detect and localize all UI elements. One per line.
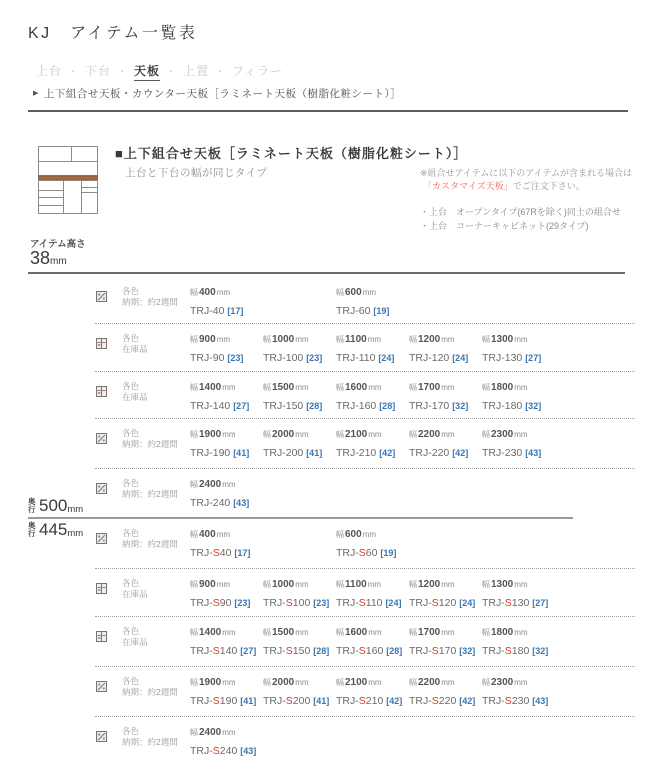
product-code: TRJ-S160 (336, 645, 384, 657)
availability-label: 在庫品 (122, 344, 148, 354)
note-bullets (420, 205, 645, 233)
page-ref-link[interactable]: [43] (240, 746, 257, 756)
item-height-unit: mm (50, 256, 67, 267)
width-label: 幅1900mm (190, 429, 236, 440)
page-ref-link[interactable]: [43] (233, 498, 250, 508)
tab-filler[interactable]: フィラー (232, 64, 284, 78)
page-ref-link[interactable]: [42] (386, 696, 403, 706)
customize-note (420, 167, 645, 192)
width-label: 幅2200mm (409, 429, 455, 440)
product-code: TRJ-S180 (482, 645, 530, 657)
page-ref-link[interactable]: [42] (379, 448, 396, 458)
width-label: 幅1500mm (263, 382, 309, 393)
width-label: 幅2400mm (190, 479, 236, 490)
availability-label: 納期：約2週間 (122, 687, 178, 697)
width-label: 幅1400mm (190, 382, 236, 393)
dotted-separator (95, 323, 635, 324)
availability-label: 在庫品 (122, 392, 148, 402)
page-ref-link[interactable]: [32] (525, 401, 542, 411)
in-stock-icon (96, 384, 107, 395)
availability-label: 納期：約2週間 (122, 297, 178, 307)
product-cell (336, 677, 412, 707)
product-cell (190, 382, 266, 412)
product-cell (190, 529, 266, 559)
page-ref-link[interactable]: [32] (532, 646, 549, 656)
product-cell (409, 579, 485, 609)
width-label: 幅1200mm (409, 334, 455, 345)
page-ref-link[interactable]: [32] (452, 401, 469, 411)
width-label: 幅2300mm (482, 677, 528, 688)
width-label: 幅400mm (190, 287, 231, 298)
color-label: 各色 (122, 726, 140, 736)
tab-gedai[interactable]: 下台 (85, 64, 112, 78)
lead-time-icon (96, 431, 107, 442)
table-row (0, 284, 648, 326)
product-code: TRJ-S60 (336, 547, 378, 559)
product-code: TRJ-S200 (263, 695, 311, 707)
page-ref-link[interactable]: [28] (379, 401, 396, 411)
width-label: 幅600mm (336, 287, 377, 298)
width-label: 幅1700mm (409, 382, 455, 393)
product-cell (409, 677, 485, 707)
in-stock-icon (96, 581, 107, 592)
width-label: 幅600mm (336, 529, 377, 540)
width-label: 幅1000mm (263, 579, 309, 590)
product-cell (190, 727, 266, 757)
table-row (0, 426, 648, 468)
product-cell (336, 579, 412, 609)
section-heading: ■上下組合せ天板［ラミネート天板（樹脂化粧シート）］ (115, 146, 468, 161)
table-row (0, 674, 648, 716)
page-ref-link[interactable]: [19] (380, 548, 397, 558)
product-code: TRJ-120 (409, 352, 450, 364)
in-stock-icon (96, 629, 107, 640)
page-ref-link[interactable]: [23] (306, 353, 323, 363)
product-code: TRJ-S230 (482, 695, 530, 707)
product-code: TRJ-S110 (336, 597, 383, 609)
lead-time-icon (96, 729, 107, 740)
width-label: 幅1600mm (336, 627, 382, 638)
product-code: TRJ-S210 (336, 695, 384, 707)
availability (122, 578, 148, 600)
product-cell (190, 677, 266, 707)
table-row (0, 526, 648, 568)
product-cell (409, 627, 485, 657)
color-label: 各色 (122, 381, 140, 391)
product-cell (190, 579, 266, 609)
page-ref-link[interactable]: [41] (313, 696, 330, 706)
page-ref-link[interactable]: [27] (532, 598, 549, 608)
dotted-separator (95, 371, 635, 372)
availability (122, 528, 178, 550)
color-label: 各色 (122, 626, 140, 636)
product-code: TRJ-100 (263, 352, 304, 364)
product-cell (409, 429, 485, 459)
product-cell (482, 627, 558, 657)
item-height-label: アイテム高さ (30, 239, 86, 250)
width-label: 幅1800mm (482, 627, 528, 638)
triangle-right-icon: ▶ (33, 90, 39, 97)
page-ref-link[interactable]: [28] (386, 646, 403, 656)
tab-tenban[interactable]: 天板 (134, 64, 160, 81)
dotted-separator (95, 716, 635, 717)
product-cell (263, 334, 339, 364)
product-code: TRJ-240 (190, 497, 231, 509)
table-row (0, 624, 648, 666)
product-code: TRJ-40 (190, 305, 225, 317)
page-ref-link[interactable]: [42] (459, 696, 476, 706)
page-ref-link[interactable]: [28] (313, 646, 330, 656)
page-ref-link[interactable]: [28] (306, 401, 323, 411)
dotted-separator (95, 468, 635, 469)
depth-number: 445 (39, 520, 68, 539)
table-top-divider (28, 272, 625, 274)
product-code: TRJ-130 (482, 352, 523, 364)
width-label: 幅1100mm (336, 334, 382, 345)
product-code: TRJ-220 (409, 447, 450, 459)
width-label: 幅2100mm (336, 677, 382, 688)
product-code: TRJ-S240 (190, 745, 238, 757)
product-cell (263, 627, 339, 657)
product-code: TRJ-140 (190, 400, 231, 412)
product-cell (190, 627, 266, 657)
lead-time-icon (96, 481, 107, 492)
section-subheading: 上台と下台の幅が同じタイプ (125, 167, 268, 179)
width-label: 幅900mm (190, 334, 231, 345)
table-row (0, 476, 648, 518)
product-cell (190, 479, 266, 509)
availability (122, 428, 178, 450)
page-ref-link[interactable]: [23] (313, 598, 330, 608)
product-cell (336, 627, 412, 657)
availability (122, 333, 148, 355)
width-label: 幅1500mm (263, 627, 309, 638)
width-label: 幅1100mm (336, 579, 382, 590)
product-code: TRJ-60 (336, 305, 371, 317)
product-code: TRJ-170 (409, 400, 450, 412)
product-code: TRJ-230 (482, 447, 523, 459)
product-cell (336, 382, 412, 412)
product-code: TRJ-S40 (190, 547, 232, 559)
product-cell (263, 429, 339, 459)
product-code: TRJ-S140 (190, 645, 238, 657)
page-ref-link[interactable]: [42] (452, 448, 469, 458)
page-ref-link[interactable]: [43] (525, 448, 542, 458)
availability (122, 381, 148, 403)
product-cell (409, 334, 485, 364)
product-cell (336, 287, 412, 317)
lead-time-icon (96, 531, 107, 542)
product-code: TRJ-S150 (263, 645, 311, 657)
header-divider (28, 110, 628, 112)
width-label: 幅1600mm (336, 382, 382, 393)
width-label: 幅1400mm (190, 627, 236, 638)
width-label: 幅2200mm (409, 677, 455, 688)
product-cell (263, 579, 339, 609)
product-cell (336, 529, 412, 559)
product-code: TRJ-S190 (190, 695, 238, 707)
availability-label: 在庫品 (122, 589, 148, 599)
product-code: TRJ-S130 (482, 597, 530, 609)
width-label: 幅2000mm (263, 429, 309, 440)
width-label: 幅1800mm (482, 382, 528, 393)
product-cell (336, 429, 412, 459)
product-cell (336, 334, 412, 364)
page-ref-link[interactable]: [27] (240, 646, 257, 656)
table-row (0, 331, 648, 373)
availability-label: 在庫品 (122, 637, 148, 647)
product-cell (190, 287, 266, 317)
width-label: 幅400mm (190, 529, 231, 540)
dotted-separator (95, 666, 635, 667)
depth-unit: mm (67, 527, 84, 539)
page-ref-link[interactable]: [43] (532, 696, 549, 706)
lead-time-icon (96, 679, 107, 690)
product-code: TRJ-190 (190, 447, 231, 459)
color-label: 各色 (122, 333, 140, 343)
product-cell (190, 334, 266, 364)
color-label: 各色 (122, 286, 140, 296)
page-ref-link[interactable]: [41] (240, 696, 257, 706)
tab-joudai[interactable]: 上台 (36, 64, 63, 78)
product-cell (482, 334, 558, 364)
page-ref-link[interactable]: [32] (459, 646, 476, 656)
dotted-separator (95, 616, 635, 617)
product-cell (482, 429, 558, 459)
customize-tenban-link[interactable]: 「カスタマイズ天板」 (423, 180, 513, 191)
page-ref-link[interactable]: [17] (227, 306, 244, 316)
product-cell (482, 677, 558, 707)
product-code: TRJ-150 (263, 400, 304, 412)
availability-label: 納期：約2週間 (122, 439, 178, 449)
tab-separator: ・ (166, 67, 178, 78)
product-cell (409, 382, 485, 412)
cabinet-diagram (38, 146, 98, 219)
item-height-value (30, 248, 67, 269)
dotted-separator (95, 568, 635, 569)
tab-separator: ・ (68, 67, 80, 78)
table-row (0, 724, 648, 766)
page-title: KJ アイテム一覧表 (28, 25, 198, 42)
color-label: 各色 (122, 676, 140, 686)
tab-separator: ・ (117, 67, 129, 78)
width-label: 幅2100mm (336, 429, 382, 440)
width-label: 幅1200mm (409, 579, 455, 590)
depth-kanji: 奥行 (28, 520, 36, 538)
table-row (0, 576, 648, 618)
width-label: 幅1300mm (482, 579, 528, 590)
availability (122, 676, 178, 698)
product-code: TRJ-180 (482, 400, 523, 412)
availability (122, 726, 178, 748)
product-code: TRJ-S100 (263, 597, 311, 609)
availability (122, 478, 178, 500)
depth-unit: mm (67, 503, 84, 515)
availability-label: 納期：約2週間 (122, 489, 178, 499)
product-cell (263, 677, 339, 707)
note-suffix: でご注文下さい。 (512, 180, 585, 191)
page-ref-link[interactable]: [27] (233, 401, 250, 411)
note-bullet: ・上台 オープンタイプ(67Rを除く)同士の組合せ (420, 207, 621, 217)
width-label: 幅2400mm (190, 727, 236, 738)
dotted-separator (95, 418, 635, 419)
page-ref-link[interactable]: [41] (306, 448, 323, 458)
product-cell (263, 382, 339, 412)
product-code: TRJ-S120 (409, 597, 457, 609)
width-label: 幅1300mm (482, 334, 528, 345)
width-label: 幅900mm (190, 579, 231, 590)
page-ref-link[interactable]: [24] (385, 598, 402, 608)
note-bullet: ・上台 コーナーキャビネット(29タイプ) (420, 221, 589, 231)
page-ref-link[interactable]: [24] (452, 353, 469, 363)
page-ref-link[interactable]: [17] (234, 548, 251, 558)
width-label: 幅1000mm (263, 334, 309, 345)
category-tabs (36, 62, 283, 79)
product-code: TRJ-S90 (190, 597, 232, 609)
product-code: TRJ-S170 (409, 645, 457, 657)
product-cell (190, 429, 266, 459)
lead-time-icon (96, 289, 107, 300)
width-label: 幅1900mm (190, 677, 236, 688)
product-code: TRJ-110 (336, 352, 376, 364)
width-label: 幅1700mm (409, 627, 455, 638)
product-code: TRJ-160 (336, 400, 377, 412)
page-ref-link[interactable]: [41] (233, 448, 250, 458)
table-row (0, 379, 648, 421)
availability (122, 626, 148, 648)
breadcrumb-label: 上下組合せ天板・カウンター天板［ラミネート天板（樹脂化粧シート）］ (43, 88, 402, 100)
depth-kanji: 奥行 (28, 496, 36, 514)
page-ref-link[interactable]: [23] (234, 598, 251, 608)
availability-label: 納期：約2週間 (122, 737, 178, 747)
page-ref-link[interactable]: [27] (525, 353, 542, 363)
color-label: 各色 (122, 478, 140, 488)
page-ref-link[interactable]: [23] (227, 353, 244, 363)
page-ref-link[interactable]: [24] (459, 598, 476, 608)
width-label: 幅2300mm (482, 429, 528, 440)
product-cell (482, 382, 558, 412)
in-stock-icon (96, 336, 107, 347)
product-code: TRJ-90 (190, 352, 225, 364)
item-height-number: 38 (30, 248, 51, 268)
color-label: 各色 (122, 578, 140, 588)
color-label: 各色 (122, 428, 140, 438)
width-label: 幅2000mm (263, 677, 309, 688)
depth-number: 500 (39, 496, 68, 515)
availability-label: 納期：約2週間 (122, 539, 178, 549)
product-code: TRJ-200 (263, 447, 304, 459)
page-ref-link[interactable]: [24] (378, 353, 395, 363)
tab-separator: ・ (215, 67, 227, 78)
color-label: 各色 (122, 528, 140, 538)
availability (122, 286, 178, 308)
page-ref-link[interactable]: [19] (373, 306, 390, 316)
breadcrumb[interactable] (33, 86, 401, 101)
product-code: TRJ-S220 (409, 695, 457, 707)
cabinet-front-view-icon (38, 146, 98, 214)
product-code: TRJ-210 (336, 447, 377, 459)
product-cell (482, 579, 558, 609)
tab-uwaoki[interactable]: 上置 (183, 64, 210, 78)
note-prefix: ※組合せアイテムに以下のアイテムが含まれる場合は (420, 168, 633, 178)
